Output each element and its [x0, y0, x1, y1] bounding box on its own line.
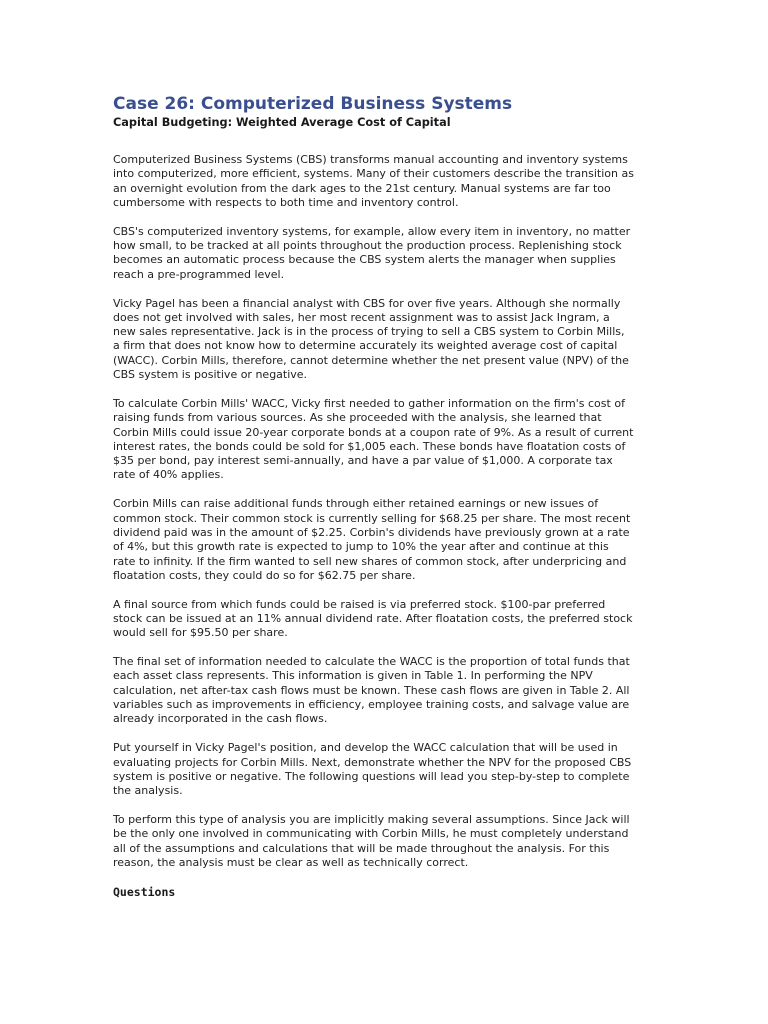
body-paragraph — [113, 397, 655, 483]
paragraph-line: all of the assumptions and calculations that will be made throughout the analysis. For this — [113, 841, 610, 855]
paragraph-line: interest rates, the bonds could be sold for $1,005 each. These bonds have floatation costs of — [113, 439, 626, 453]
document-subtitle: Capital Budgeting: Weighted Average Cost of Capital — [113, 116, 451, 129]
paragraph-line: would sell for $95.50 per share. — [113, 626, 288, 640]
paragraph-line: evaluating projects for Corbin Mills. Next, demonstrate whether the NPV for the proposed CBS — [113, 755, 632, 769]
paragraph-line: The final set of information needed to calculate the WACC is the proportion of total funds that — [113, 655, 630, 669]
paragraph-line: Computerized Business Systems (CBS) transforms manual accounting and inventory systems — [113, 153, 628, 166]
paragraph-line: calculation, net after-tax cash flows must be known. These cash flows are given in Table 2. All — [113, 683, 630, 697]
body-paragraph — [113, 741, 655, 798]
paragraph-line: To perform this type of analysis you are implicitly making several assumptions. Since Jack will — [113, 813, 630, 827]
paragraph-line: raising funds from various sources. As she proceeded with the analysis, she learned that — [113, 411, 602, 425]
paragraph-line: A final source from which funds could be raised is via preferred stock. $100-par preferred — [113, 597, 606, 611]
paragraph-line: new sales representative. Jack is in the process of trying to sell a CBS system to Corbin Mills, — [113, 325, 625, 339]
paragraph-line: CBS's computerized inventory systems, for example, allow every item in inventory, no matter — [113, 224, 631, 238]
paragraph-line: of 4%, but this growth rate is expected to jump to 10% the year after and continue at this — [113, 540, 609, 554]
paragraph-line: becomes an automatic process because the CBS system alerts the manager when supplies — [113, 253, 616, 267]
body-paragraph — [113, 655, 655, 726]
body-paragraph — [113, 598, 655, 641]
paragraph-line: Corbin Mills can raise additional funds through either retained earnings or new issues of — [113, 497, 599, 511]
paragraph-line: already incorporated in the cash flows. — [113, 712, 328, 726]
paragraph-line: each asset class represents. This information is given in Table 1. In performing the NPV — [113, 669, 593, 683]
body-paragraph — [113, 225, 655, 282]
body-text — [113, 153, 655, 870]
paragraph-line: a firm that does not know how to determine accurately its weighted average cost of capital — [113, 339, 618, 353]
body-paragraph — [113, 297, 655, 383]
paragraph-line: variables such as improvements in efficiency, employee training costs, and salvage value are — [113, 698, 630, 712]
body-paragraph — [113, 153, 655, 210]
paragraph-line: (WACC). Corbin Mills, therefore, cannot determine whether the net present value (NPV) of the — [113, 353, 629, 367]
paragraph-line: into computerized, more efficient, systems. Many of their customers describe the transition as — [113, 167, 634, 181]
paragraph-line: floatation costs, they could do so for $62.75 per share. — [113, 568, 416, 582]
paragraph-line: Vicky Pagel has been a financial analyst with CBS for over five years. Although she normally — [113, 296, 621, 310]
paragraph-line: CBS system is positive or negative. — [113, 368, 308, 382]
paragraph-line: be the only one involved in communicating with Corbin Mills, he must completely understand — [113, 827, 629, 841]
body-paragraph — [113, 813, 655, 870]
paragraph-line: common stock. Their common stock is currently selling for $68.25 per share. The most recent — [113, 511, 631, 525]
paragraph-line: does not get involved with sales, her most recent assignment was to assist Jack Ingram, a — [113, 310, 610, 324]
paragraph-line: $35 per bond, pay interest semi-annually, and have a par value of $1,000. A corporate tax — [113, 454, 613, 468]
paragraph-line: Put yourself in Vicky Pagel's position, and develop the WACC calculation that will be used in — [113, 741, 618, 755]
paragraph-line: rate of 40% applies. — [113, 468, 224, 482]
questions-heading: Questions — [113, 884, 176, 899]
paragraph-line: To calculate Corbin Mills' WACC, Vicky first needed to gather information on the firm's cost of — [113, 396, 625, 410]
paragraph-line: Corbin Mills could issue 20-year corporate bonds at a coupon rate of 9%. As a result of current — [113, 425, 634, 439]
paragraph-line: the analysis. — [113, 784, 183, 798]
document-page — [113, 93, 655, 899]
paragraph-line: stock can be issued at an 11% annual dividend rate. After floatation costs, the preferred stock — [113, 611, 633, 625]
body-paragraph — [113, 497, 655, 583]
paragraph-line: how small, to be tracked at all points throughout the production process. Replenishing stock — [113, 239, 622, 253]
paragraph-line: reason, the analysis must be clear as well as technically correct. — [113, 855, 469, 869]
paragraph-line: an overnight evolution from the dark ages to the 21st century. Manual systems are far too — [113, 181, 611, 195]
document-title: Case 26: Computerized Business Systems — [113, 94, 513, 114]
paragraph-line: reach a pre-programmed level. — [113, 267, 285, 281]
paragraph-line: system is positive or negative. The following questions will lead you step-by-step to complete — [113, 769, 630, 783]
paragraph-line: cumbersome with respects to both time and inventory control. — [113, 195, 459, 209]
paragraph-line: rate to infinity. If the firm wanted to sell new shares of common stock, after underpricing and — [113, 554, 627, 568]
paragraph-line: dividend paid was in the amount of $2.25. Corbin's dividends have previously grown at a rate — [113, 525, 630, 539]
